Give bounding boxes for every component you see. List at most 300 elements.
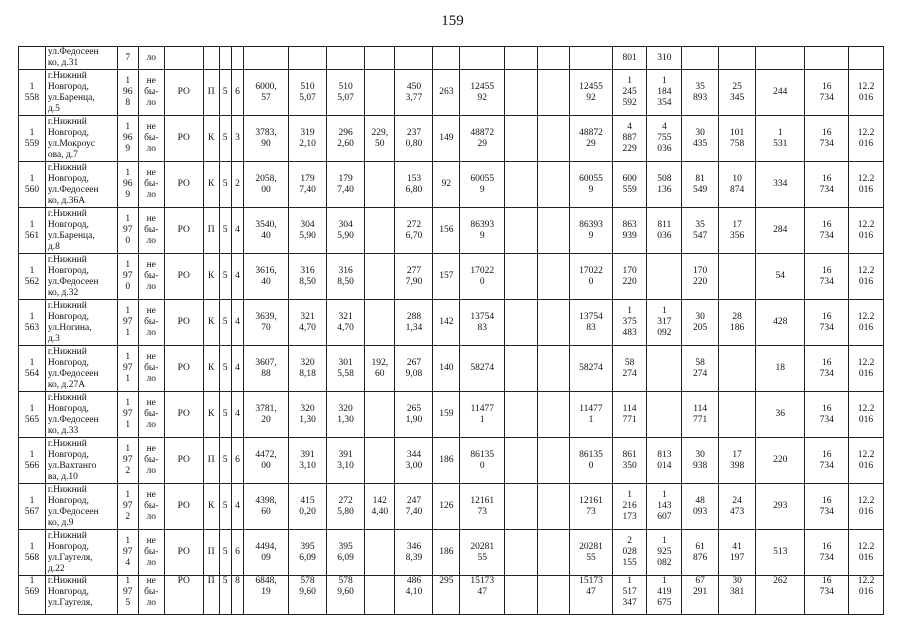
table-cell: 5: [219, 162, 231, 208]
table-row: [19, 346, 884, 392]
table-cell: 7: [117, 47, 138, 70]
table-cell: П: [203, 70, 219, 116]
table-cell: 12161 73: [460, 484, 505, 530]
table-cell: 3607, 88: [244, 346, 289, 392]
table-cell: 5: [219, 530, 231, 576]
table-cell: 86393 9: [460, 208, 505, 254]
table-cell: 1 97 2: [117, 438, 138, 484]
table-cell: 157: [433, 254, 460, 300]
table-cell: 12.2 016: [849, 300, 884, 346]
record-number-cell: [19, 47, 46, 70]
table-cell: 1 97 1: [117, 346, 138, 392]
record-number-cell: 1 558: [19, 70, 46, 116]
table-cell: 3783, 90: [244, 116, 289, 162]
table-cell: 16 734: [805, 300, 849, 346]
table-cell: 81 549: [682, 162, 719, 208]
table-cell: 13754 83: [570, 300, 613, 346]
table-cell: 13754 83: [460, 300, 505, 346]
table-cell: 30 205: [682, 300, 719, 346]
table-cell: 16 734: [805, 392, 849, 438]
table-cell: 4398, 60: [244, 484, 289, 530]
table-cell: 17022 0: [570, 254, 613, 300]
table-cell: [537, 162, 569, 208]
table-cell: не бы- ло: [138, 576, 164, 615]
table-cell: 5: [219, 300, 231, 346]
table-cell: 61 876: [682, 530, 719, 576]
address-cell: г.Нижний Новгород, ул.Ногина, д.3: [45, 300, 117, 346]
table-cell: [805, 47, 849, 70]
table-cell: [365, 392, 395, 438]
table-cell: 192, 60: [365, 346, 395, 392]
record-number-cell: 1 565: [19, 392, 46, 438]
table-row: [19, 116, 884, 162]
table-cell: 600 559: [612, 162, 647, 208]
table-cell: 186: [433, 530, 460, 576]
table-cell: 1 317 092: [647, 300, 682, 346]
table-cell: [164, 47, 203, 70]
table-cell: 510 5,07: [288, 70, 326, 116]
table-cell: 316 8,50: [288, 254, 326, 300]
table-cell: 316 8,50: [327, 254, 365, 300]
table-cell: [505, 576, 537, 615]
table-cell: [505, 438, 537, 484]
table-row: [19, 162, 884, 208]
table-cell: [505, 530, 537, 576]
table-cell: РО: [164, 576, 203, 615]
table-cell: К: [203, 392, 219, 438]
table-cell: 304 5,90: [327, 208, 365, 254]
table-cell: не бы- ло: [138, 208, 164, 254]
table-cell: 220: [756, 438, 805, 484]
table-cell: 41 197: [719, 530, 756, 576]
address-cell: г.Нижний Новгород, ул.Федосеен ко, д.32: [45, 254, 117, 300]
table-cell: 4: [231, 208, 243, 254]
table-cell: [505, 392, 537, 438]
table-cell: 2058, 00: [244, 162, 289, 208]
table-cell: [365, 438, 395, 484]
table-cell: 861 350: [612, 438, 647, 484]
table-cell: не бы- ло: [138, 70, 164, 116]
table-cell: 320 1,30: [288, 392, 326, 438]
table-cell: 295: [433, 576, 460, 615]
table-cell: 114 771: [682, 392, 719, 438]
table-cell: 801: [612, 47, 647, 70]
table-row: [19, 484, 884, 530]
table-cell: 4: [231, 254, 243, 300]
table-cell: [537, 392, 569, 438]
table-cell: 5: [219, 438, 231, 484]
table-cell: 263: [433, 70, 460, 116]
table-cell: 1 531: [756, 116, 805, 162]
page-number: 159: [441, 13, 464, 29]
table-cell: 12.2 016: [849, 162, 884, 208]
table-cell: 12.2 016: [849, 208, 884, 254]
table-cell: [231, 47, 243, 70]
table-cell: 5: [219, 346, 231, 392]
table-cell: 12455 92: [460, 70, 505, 116]
table-cell: РО: [164, 116, 203, 162]
table-cell: 12161 73: [570, 484, 613, 530]
table-cell: [537, 300, 569, 346]
table-cell: не бы- ло: [138, 438, 164, 484]
table-cell: 5: [219, 484, 231, 530]
table-cell: [365, 70, 395, 116]
table-cell: 320 1,30: [327, 392, 365, 438]
table-cell: 16 734: [805, 530, 849, 576]
table-cell: 284: [756, 208, 805, 254]
table-cell: 12.2 016: [849, 484, 884, 530]
table-cell: 10 874: [719, 162, 756, 208]
address-cell: г.Нижний Новгород, ул.Гаугеля, д.22: [45, 530, 117, 576]
table-cell: [719, 392, 756, 438]
table-cell: 4 755 036: [647, 116, 682, 162]
table-row: [19, 47, 884, 70]
table-cell: [647, 392, 682, 438]
table-cell: 3: [231, 116, 243, 162]
table-cell: 86393 9: [570, 208, 613, 254]
table-cell: 12.2 016: [849, 116, 884, 162]
table-cell: [505, 70, 537, 116]
table-cell: 4: [231, 392, 243, 438]
table-cell: 92: [433, 162, 460, 208]
table-cell: 149: [433, 116, 460, 162]
table-cell: 415 0,20: [288, 484, 326, 530]
table-cell: 267 9,08: [395, 346, 433, 392]
table-cell: не бы- ло: [138, 484, 164, 530]
table-cell: РО: [164, 438, 203, 484]
table-cell: [505, 254, 537, 300]
table-cell: 30 381: [719, 576, 756, 615]
table-cell: 510 5,07: [327, 70, 365, 116]
table-cell: 58274: [460, 346, 505, 392]
table-cell: 60055 9: [460, 162, 505, 208]
table-cell: 293: [756, 484, 805, 530]
table-cell: 153 6,80: [395, 162, 433, 208]
table-row: [19, 300, 884, 346]
table-cell: 15173 47: [460, 576, 505, 615]
table-cell: 4: [231, 484, 243, 530]
table-cell: 3616, 40: [244, 254, 289, 300]
table-cell: 159: [433, 392, 460, 438]
table-cell: К: [203, 346, 219, 392]
table-cell: [460, 47, 505, 70]
table-cell: [365, 162, 395, 208]
table-cell: К: [203, 300, 219, 346]
table-cell: 6000, 57: [244, 70, 289, 116]
table-cell: 101 758: [719, 116, 756, 162]
table-cell: [537, 484, 569, 530]
table-cell: 15173 47: [570, 576, 613, 615]
table-cell: [365, 254, 395, 300]
table-cell: 170 220: [682, 254, 719, 300]
table-cell: [505, 300, 537, 346]
table-cell: 18: [756, 346, 805, 392]
table-cell: [219, 47, 231, 70]
table-cell: не бы- ло: [138, 300, 164, 346]
table-cell: 12.2 016: [849, 530, 884, 576]
table-cell: К: [203, 484, 219, 530]
record-number-cell: 1 561: [19, 208, 46, 254]
table-cell: [647, 254, 682, 300]
table-cell: 6: [231, 530, 243, 576]
table-cell: 1 97 0: [117, 208, 138, 254]
table-cell: РО: [164, 208, 203, 254]
table-cell: 48872 29: [460, 116, 505, 162]
table-cell: 6: [231, 438, 243, 484]
table-cell: [203, 47, 219, 70]
table-cell: 513: [756, 530, 805, 576]
table-cell: 578 9,60: [288, 576, 326, 615]
table-cell: 48 093: [682, 484, 719, 530]
table-cell: 17 356: [719, 208, 756, 254]
table-cell: 1 97 1: [117, 300, 138, 346]
table-cell: 12.2 016: [849, 70, 884, 116]
table-cell: [244, 47, 289, 70]
table-cell: 5: [219, 392, 231, 438]
table-cell: 1 375 483: [612, 300, 647, 346]
table-cell: 48872 29: [570, 116, 613, 162]
table-cell: 58 274: [612, 346, 647, 392]
table-cell: 12.2 016: [849, 392, 884, 438]
table-cell: 229, 50: [365, 116, 395, 162]
table-cell: 237 0,80: [395, 116, 433, 162]
table-cell: 244: [756, 70, 805, 116]
table-cell: 320 8,18: [288, 346, 326, 392]
table-cell: [682, 47, 719, 70]
table-cell: 1 216 173: [612, 484, 647, 530]
address-cell: г.Нижний Новгород, ул.Вахтанго ва, д.10: [45, 438, 117, 484]
table-cell: 3781, 20: [244, 392, 289, 438]
record-number-cell: 1 564: [19, 346, 46, 392]
table-cell: [719, 346, 756, 392]
table-cell: 811 036: [647, 208, 682, 254]
table-cell: 86135 0: [570, 438, 613, 484]
table-cell: 1 925 082: [647, 530, 682, 576]
table-cell: 16 734: [805, 116, 849, 162]
table-cell: [395, 47, 433, 70]
table-cell: 1 96 9: [117, 162, 138, 208]
record-number-cell: 1 562: [19, 254, 46, 300]
table-cell: [365, 47, 395, 70]
table-cell: [849, 47, 884, 70]
table-cell: 272 6,70: [395, 208, 433, 254]
table-cell: 5: [219, 254, 231, 300]
table-cell: 1 97 2: [117, 484, 138, 530]
table-row: [19, 208, 884, 254]
table-cell: К: [203, 162, 219, 208]
table-cell: 428: [756, 300, 805, 346]
table-cell: не бы- ло: [138, 392, 164, 438]
table-cell: 17 398: [719, 438, 756, 484]
table-cell: 20281 55: [460, 530, 505, 576]
table-cell: [505, 484, 537, 530]
record-number-cell: 1 567: [19, 484, 46, 530]
table-cell: 1 97 4: [117, 530, 138, 576]
table-cell: 277 7,90: [395, 254, 433, 300]
table-cell: 319 2,10: [288, 116, 326, 162]
table-cell: 4: [231, 346, 243, 392]
table-cell: 58 274: [682, 346, 719, 392]
address-cell: г.Нижний Новгород, ул.Мокроус ова, д.7: [45, 116, 117, 162]
table-cell: [327, 47, 365, 70]
table-cell: [537, 576, 569, 615]
housing-registry-table: [18, 46, 884, 615]
table-cell: [505, 208, 537, 254]
table-cell: 4472, 00: [244, 438, 289, 484]
table-cell: [505, 116, 537, 162]
table-cell: 1 97 1: [117, 392, 138, 438]
table-cell: 16 734: [805, 438, 849, 484]
table-cell: 321 4,70: [327, 300, 365, 346]
address-cell: г.Нижний Новгород, ул.Федосеен ко, д.36А: [45, 162, 117, 208]
record-number-cell: 1 560: [19, 162, 46, 208]
table-cell: 395 6,09: [288, 530, 326, 576]
table-cell: 272 5,80: [327, 484, 365, 530]
table-cell: 6: [231, 70, 243, 116]
table-cell: П: [203, 576, 219, 615]
table-cell: 288 1,34: [395, 300, 433, 346]
table-cell: 346 8,39: [395, 530, 433, 576]
table-cell: 1 245 592: [612, 70, 647, 116]
table-cell: 11477 1: [460, 392, 505, 438]
record-number-cell: 1 566: [19, 438, 46, 484]
table-cell: 863 939: [612, 208, 647, 254]
table-cell: 12455 92: [570, 70, 613, 116]
table-cell: 67 291: [682, 576, 719, 615]
table-cell: К: [203, 116, 219, 162]
table-cell: 30 938: [682, 438, 719, 484]
table-cell: [537, 346, 569, 392]
table-cell: [365, 530, 395, 576]
table-cell: 16 734: [805, 254, 849, 300]
table-cell: 36: [756, 392, 805, 438]
table-cell: ло: [138, 47, 164, 70]
table-cell: 4494, 09: [244, 530, 289, 576]
record-number-cell: 1 559: [19, 116, 46, 162]
table-cell: 156: [433, 208, 460, 254]
table-cell: 16 734: [805, 346, 849, 392]
table-cell: 16 734: [805, 208, 849, 254]
table-row: [19, 576, 884, 615]
table-cell: 1 184 354: [647, 70, 682, 116]
table-cell: 486 4,10: [395, 576, 433, 615]
table-row: [19, 254, 884, 300]
table-cell: 114 771: [612, 392, 647, 438]
table-cell: [365, 300, 395, 346]
table-cell: [719, 47, 756, 70]
table-cell: 1 517 347: [612, 576, 647, 615]
table-cell: не бы- ло: [138, 254, 164, 300]
table-cell: не бы- ло: [138, 162, 164, 208]
table-cell: [433, 47, 460, 70]
table-cell: 6848, 19: [244, 576, 289, 615]
table-cell: [570, 47, 613, 70]
table-cell: 20281 55: [570, 530, 613, 576]
table-cell: 247 7,40: [395, 484, 433, 530]
table-row: [19, 438, 884, 484]
table-cell: 4 887 229: [612, 116, 647, 162]
table-cell: 321 4,70: [288, 300, 326, 346]
table-cell: 296 2,60: [327, 116, 365, 162]
table-cell: 8: [231, 576, 243, 615]
table-cell: 54: [756, 254, 805, 300]
table-cell: [719, 254, 756, 300]
table-cell: 1 97 5: [117, 576, 138, 615]
table-row: [19, 530, 884, 576]
table-cell: 391 3,10: [288, 438, 326, 484]
table-cell: 16 734: [805, 162, 849, 208]
address-cell: г.Нижний Новгород, ул.Баренца, д.5: [45, 70, 117, 116]
table-cell: [537, 254, 569, 300]
table-cell: 179 7,40: [327, 162, 365, 208]
table-cell: 508 136: [647, 162, 682, 208]
table-cell: П: [203, 530, 219, 576]
record-number-cell: 1 563: [19, 300, 46, 346]
table-cell: 310: [647, 47, 682, 70]
table-cell: 5: [219, 70, 231, 116]
table-cell: РО: [164, 162, 203, 208]
table-cell: 5: [219, 116, 231, 162]
table-cell: 304 5,90: [288, 208, 326, 254]
table-cell: не бы- ло: [138, 346, 164, 392]
table-cell: 578 9,60: [327, 576, 365, 615]
table-cell: 813 014: [647, 438, 682, 484]
table-cell: [505, 162, 537, 208]
table-cell: [288, 47, 326, 70]
table-cell: 142: [433, 300, 460, 346]
table-cell: 186: [433, 438, 460, 484]
address-cell: г.Нижний Новгород, ул.Баренца, д.8: [45, 208, 117, 254]
table-cell: не бы- ло: [138, 530, 164, 576]
table-cell: 16 734: [805, 576, 849, 615]
address-cell: г.Нижний Новгород, ул.Федосеен ко, д.9: [45, 484, 117, 530]
table-cell: 2 028 155: [612, 530, 647, 576]
table-cell: 4: [231, 300, 243, 346]
table-cell: 12.2 016: [849, 254, 884, 300]
table-cell: [365, 576, 395, 615]
table-cell: РО: [164, 530, 203, 576]
table-cell: [537, 47, 569, 70]
table-cell: 5: [219, 208, 231, 254]
table-cell: 24 473: [719, 484, 756, 530]
table-cell: 16 734: [805, 70, 849, 116]
table-cell: [756, 47, 805, 70]
table-cell: 450 3,77: [395, 70, 433, 116]
table-cell: 265 1,90: [395, 392, 433, 438]
table-cell: 1 96 8: [117, 70, 138, 116]
table-cell: [537, 438, 569, 484]
record-number-cell: 1 569: [19, 576, 46, 615]
table-cell: РО: [164, 300, 203, 346]
table-cell: 11477 1: [570, 392, 613, 438]
table-cell: 126: [433, 484, 460, 530]
table-cell: [505, 47, 537, 70]
table-cell: [537, 208, 569, 254]
table-cell: 334: [756, 162, 805, 208]
table-cell: не бы- ло: [138, 116, 164, 162]
table-cell: 12.2 016: [849, 346, 884, 392]
table-cell: 28 186: [719, 300, 756, 346]
table-cell: 262: [756, 576, 805, 615]
table-cell: РО: [164, 392, 203, 438]
table-cell: П: [203, 208, 219, 254]
table-cell: 60055 9: [570, 162, 613, 208]
address-cell: ул.Федосеен ко, д.31: [45, 47, 117, 70]
table-cell: [537, 116, 569, 162]
table-cell: 179 7,40: [288, 162, 326, 208]
table-cell: 391 3,10: [327, 438, 365, 484]
table-cell: 58274: [570, 346, 613, 392]
